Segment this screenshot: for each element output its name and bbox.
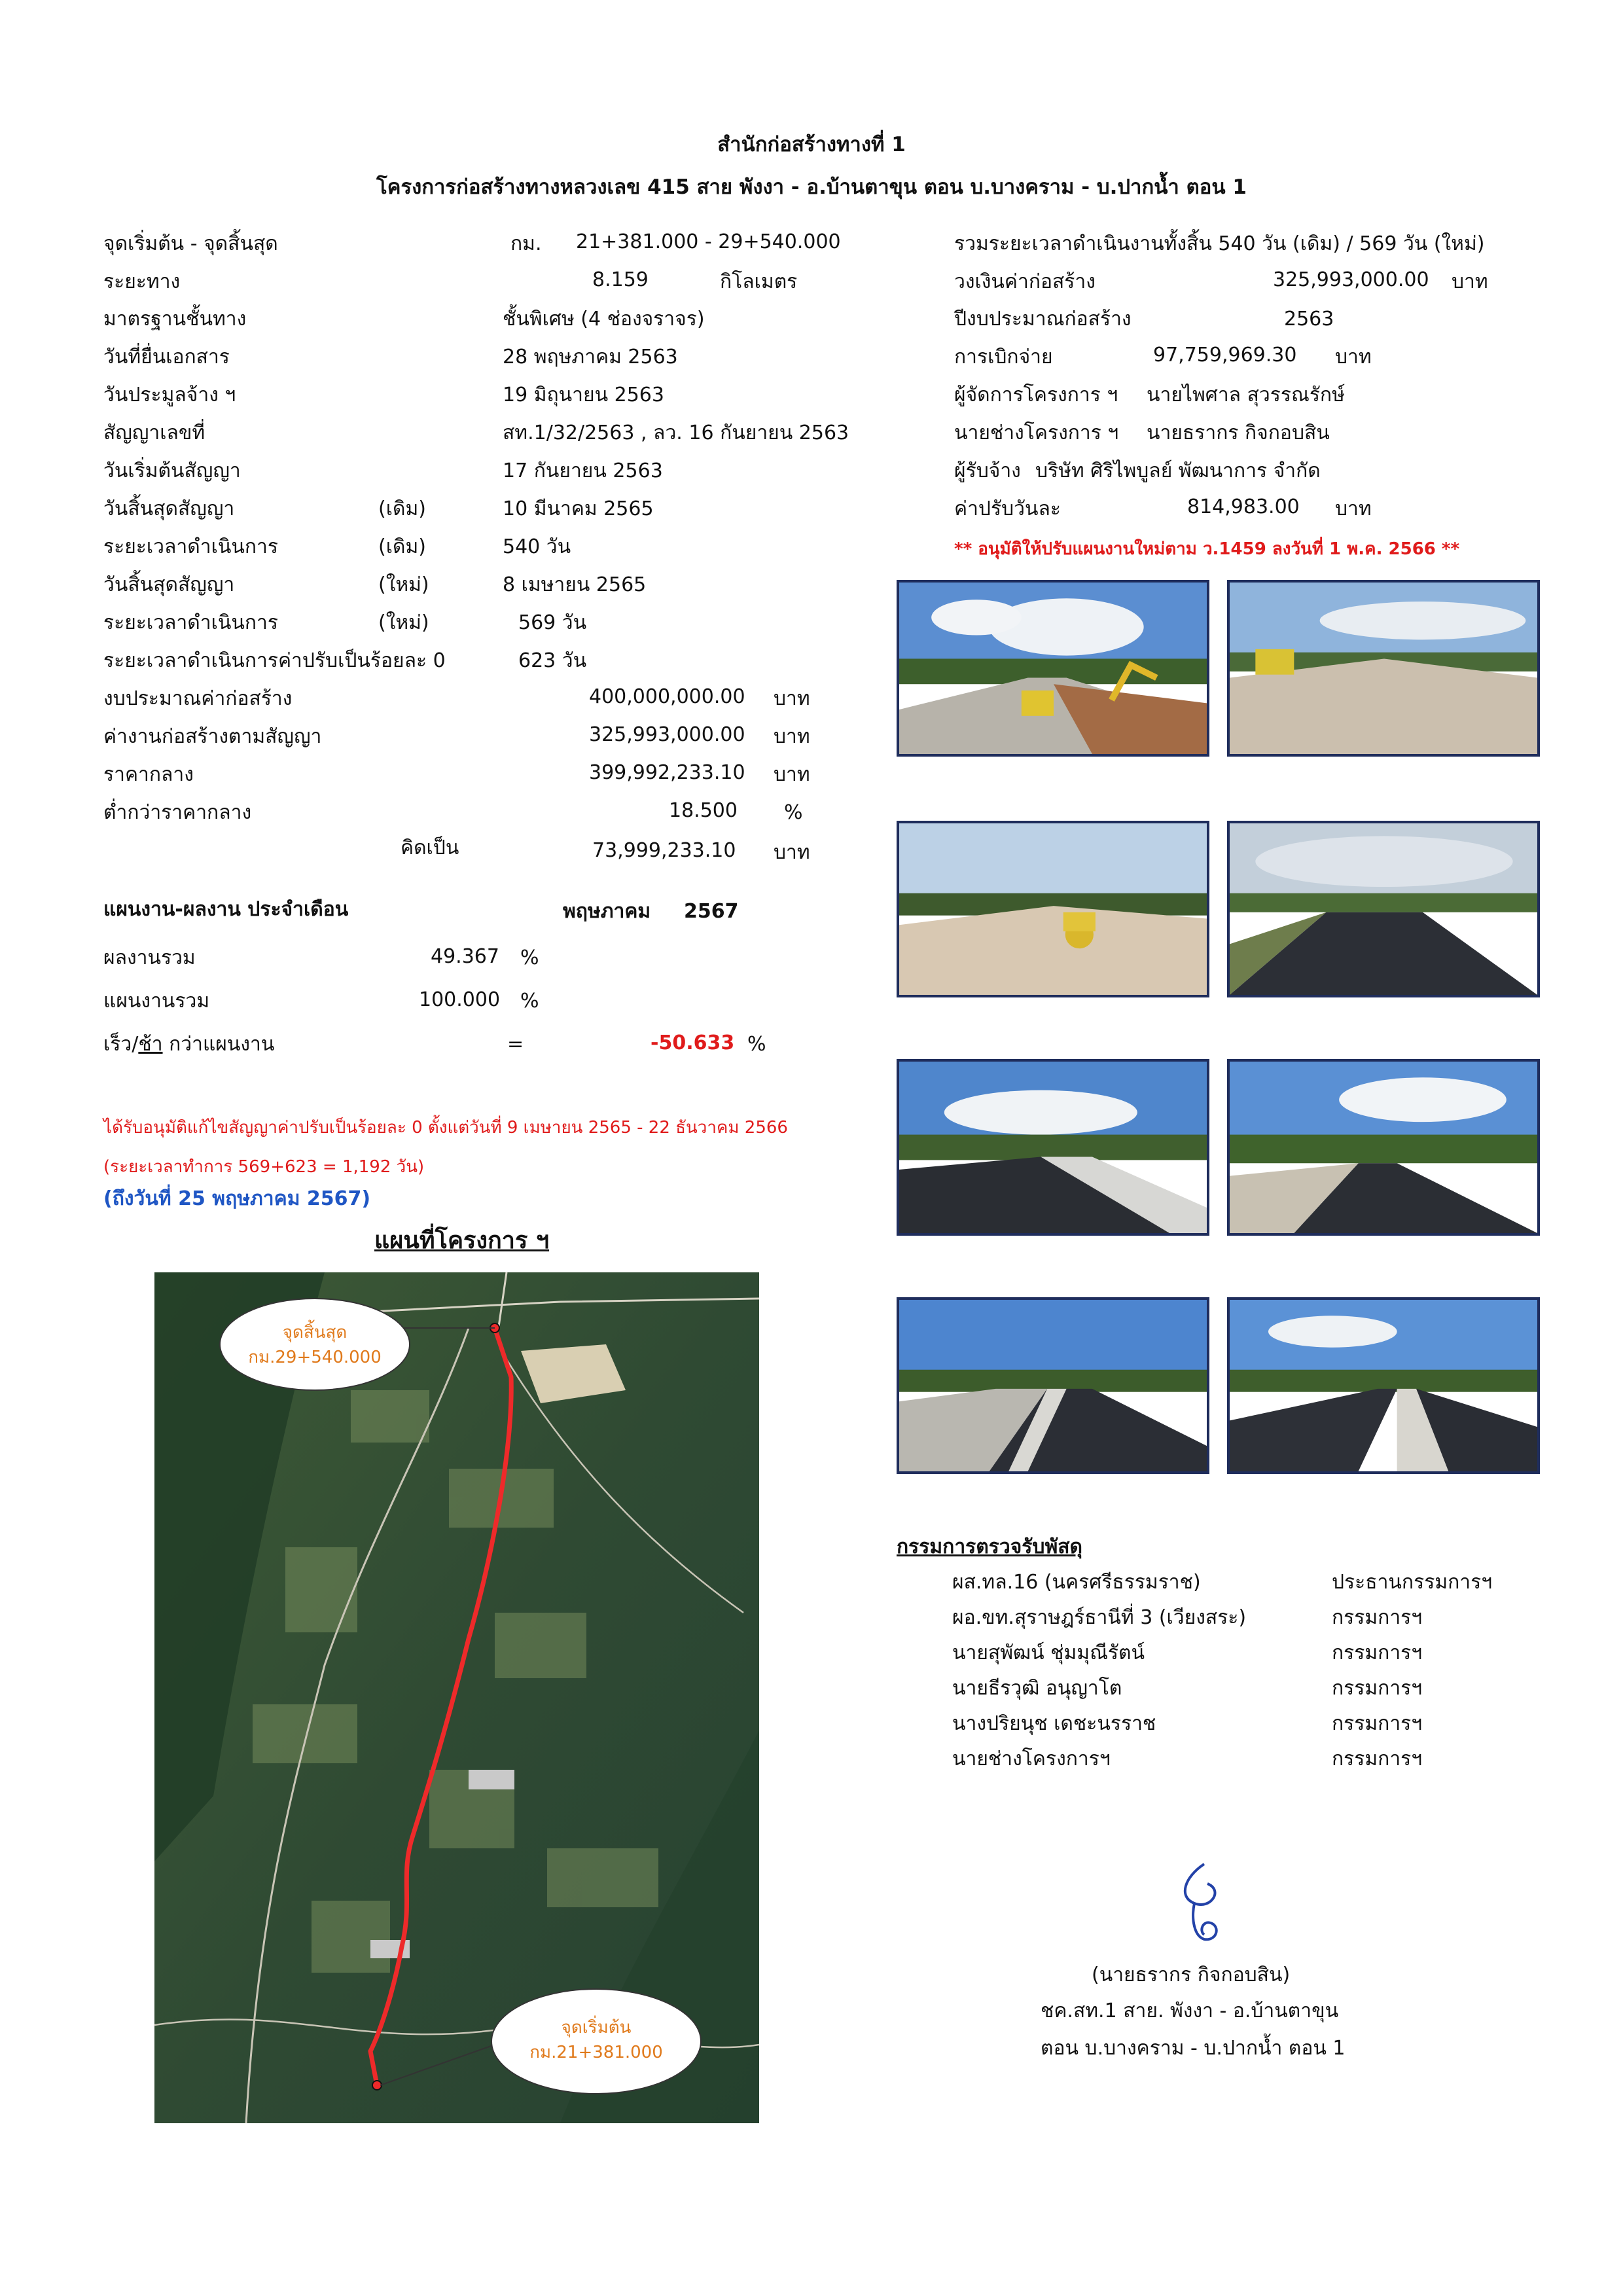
- right-budget-value: 325,993,000.00: [1273, 268, 1429, 291]
- start-point-label: จุดเริ่มต้น: [561, 2018, 632, 2037]
- contractor-label: ผู้รับจ้าง: [954, 459, 1021, 482]
- total-duration: รวมระยะเวลาดำเนินงานทั้งสิ้น 540 วัน (เดิม) / 569 วัน (ใหม่): [954, 232, 1485, 255]
- new-tag: (ใหม่): [378, 573, 429, 596]
- site-photo-4: [1227, 821, 1540, 997]
- committee-heading: กรรมการตรวจรับพัสดุ: [897, 1535, 1083, 1558]
- submit-value: 28 พฤษภาคม 2563: [503, 346, 678, 368]
- start-end-value: 21+381.000 - 29+540.000: [576, 230, 841, 253]
- duration-orig-value: 540 วัน: [503, 535, 571, 558]
- plan-label: แผนงานรวม: [103, 990, 210, 1013]
- diff-equals: =: [507, 1033, 524, 1056]
- plan-value: 100.000: [419, 988, 501, 1011]
- manager-label: ผู้จัดการโครงการ ฯ: [954, 384, 1118, 406]
- committee-member-name: นายสุพัฒน์ ชุ่มมุณีรัตน์: [952, 1641, 1145, 1664]
- approval-note: ได้รับอนุมัติแก้ไขสัญญาค่าปรับเป็นร้อยละ 0 ตั้งแต่วันที่ 9 เมษายน 2565 - 22 ธันวาคม 2566: [103, 1118, 788, 1138]
- duration-zero-value: 623 วัน: [518, 649, 587, 672]
- distance-unit: กิโลเมตร: [720, 270, 798, 293]
- engineer-value: นายธรากร กิจกอบสิน: [1147, 422, 1330, 444]
- duration-new-label: ระยะเวลาดำเนินการ: [103, 611, 278, 634]
- duration-note: (ระยะเวลาทำการ 569+623 = 1,192 วัน): [103, 1157, 425, 1177]
- signer-position: ชค.สท.1 สาย. พังงา - อ.บ้านตาขุน: [1041, 2000, 1339, 2022]
- baht-unit: บาท: [774, 763, 810, 786]
- committee-member-role: กรรมการฯ: [1332, 1641, 1423, 1664]
- duration-zero-label: ระยะเวลาดำเนินการค่าปรับเป็นร้อยละ 0: [103, 649, 446, 672]
- equals-value: 73,999,233.10: [592, 839, 736, 862]
- diff-underlined: ช้า: [138, 1033, 163, 1056]
- contract-start-label: วันเริ่มต้นสัญญา: [103, 459, 241, 482]
- bid-label: วันประมูลจ้าง ฯ: [103, 384, 236, 406]
- committee-member-role: กรรมการฯ: [1332, 1748, 1423, 1770]
- site-photo-3: [897, 821, 1209, 997]
- progress-month: พฤษภาคม: [563, 900, 651, 923]
- fiscal-label: ปีงบประมาณก่อสร้าง: [954, 308, 1132, 331]
- distance-value: 8.159: [592, 268, 649, 291]
- site-photo-7: [897, 1297, 1209, 1474]
- start-end-label: จุดเริ่มต้น - จุดสิ้นสุด: [103, 232, 278, 255]
- committee-member-role: กรรมการฯ: [1332, 1712, 1423, 1735]
- new-tag: (ใหม่): [378, 611, 429, 634]
- contract-end-orig-label: วันสิ้นสุดสัญญา: [103, 497, 235, 520]
- actual-value: 49.367: [431, 945, 499, 968]
- diff-value: -50.633: [651, 1031, 735, 1054]
- end-point-label: จุดสิ้นสุด: [282, 1323, 348, 1342]
- committee-member-name: ผส.ทล.16 (นครศรีธรรมราช): [952, 1571, 1201, 1594]
- baht-unit: บาท: [774, 841, 810, 864]
- progress-heading: แผนงาน-ผลงาน ประจำเดือน: [103, 898, 349, 921]
- baht-unit: บาท: [1452, 270, 1488, 293]
- disbursed-label: การเบิกจ่าย: [954, 346, 1053, 368]
- diff-suffix: กว่าแผนงาน: [162, 1033, 275, 1056]
- contract-end-orig-value: 10 มีนาคม 2565: [503, 497, 654, 520]
- signer-name: (นายธรากร กิจกอบสิน): [1092, 1964, 1291, 1986]
- orig-tag: (เดิม): [378, 497, 426, 520]
- percent-unit: %: [747, 1033, 766, 1056]
- budget-label: งบประมาณค่าก่อสร้าง: [103, 687, 293, 710]
- diff-label: [103, 1033, 274, 1056]
- baht-unit: บาท: [774, 725, 810, 748]
- site-photo-6: [1227, 1059, 1540, 1236]
- percent-unit: %: [784, 801, 803, 824]
- disbursed-value: 97,759,969.30: [1153, 344, 1297, 367]
- submit-label: วันที่ยื่นเอกสาร: [103, 346, 230, 368]
- fine-label: ค่าปรับวันละ: [954, 497, 1061, 520]
- map-title: แผนที่โครงการ ฯ: [374, 1227, 550, 1254]
- satellite-map: [154, 1272, 759, 2123]
- contract-start-value: 17 กันยายน 2563: [503, 459, 663, 482]
- end-point-km: กม.29+540.000: [248, 1348, 382, 1367]
- site-photo-5: [897, 1059, 1209, 1236]
- actual-label: ผลงานรวม: [103, 946, 196, 969]
- plan-approval-note: ** อนุมัติให้ปรับแผนงานใหม่ตาม ว.1459 ลงวันที่ 1 พ.ค. 2566 **: [954, 539, 1460, 559]
- contract-value: สท.1/32/2563 , ลว. 16 กันยายน 2563: [503, 422, 849, 444]
- contract-end-new-value: 8 เมษายน 2565: [503, 573, 647, 596]
- committee-member-name: นายธีรวุฒิ อนุญาโต: [952, 1677, 1122, 1700]
- standard-value: ชั้นพิเศษ (4 ช่องจราจร): [503, 308, 705, 331]
- right-budget-label: วงเงินค่าก่อสร้าง: [954, 270, 1096, 293]
- median-label: ราคากลาง: [103, 763, 194, 786]
- contract-cost-value: 325,993,000.00: [589, 723, 745, 746]
- median-value: 399,992,233.10: [589, 761, 745, 784]
- duration-new-value: 569 วัน: [518, 611, 587, 634]
- percent-unit: %: [520, 946, 539, 969]
- contract-label: สัญญาเลขที่: [103, 422, 205, 444]
- baht-unit: บาท: [1335, 497, 1372, 520]
- km-prefix: กม.: [510, 232, 542, 255]
- engineer-label: นายช่างโครงการ ฯ: [954, 422, 1119, 444]
- equals-label: คิดเป็น: [401, 836, 459, 859]
- site-photo-1: [897, 580, 1209, 757]
- duration-orig-label: ระยะเวลาดำเนินการ: [103, 535, 278, 558]
- fiscal-value: 2563: [1284, 308, 1334, 331]
- committee-member-name: นายช่างโครงการฯ: [952, 1748, 1111, 1770]
- site-photo-8: [1227, 1297, 1540, 1474]
- progress-year: 2567: [684, 900, 739, 923]
- below-label: ต่ำกว่าราคากลาง: [103, 801, 252, 824]
- baht-unit: บาท: [1335, 346, 1372, 368]
- diff-prefix: เร็ว/: [103, 1033, 139, 1056]
- contract-end-new-label: วันสิ้นสุดสัญญา: [103, 573, 235, 596]
- committee-member-name: ผอ.ขท.สุราษฎร์ธานีที่ 3 (เวียงสระ): [952, 1606, 1247, 1629]
- project-title: โครงการก่อสร้างทางหลวงเลข 415 สาย พังงา - อ.บ้านตาขุน ตอน บ.บางคราม - บ.ปากน้ำ ตอน 1: [376, 175, 1247, 199]
- site-photo-2: [1227, 580, 1540, 757]
- signature-mark: [1165, 1857, 1243, 1949]
- baht-unit: บาท: [774, 687, 810, 710]
- contractor-value: บริษัท ศิริไพบูลย์ พัฒนาการ จำกัด: [1035, 459, 1321, 482]
- start-point-km: กม.21+381.000: [529, 2043, 663, 2062]
- fine-value: 814,983.00: [1187, 495, 1300, 518]
- project-map: [154, 1272, 759, 2123]
- contract-cost-label: ค่างานก่อสร้างตามสัญญา: [103, 725, 322, 748]
- committee-member-name: นางปริยนุช เดชะนรราช: [952, 1712, 1156, 1735]
- committee-member-role: ประธานกรรมการฯ: [1332, 1571, 1493, 1594]
- budget-value: 400,000,000.00: [589, 685, 745, 708]
- distance-label: ระยะทาง: [103, 270, 181, 293]
- as-of-note: (ถึงวันที่ 25 พฤษภาคม 2567): [103, 1187, 371, 1210]
- manager-value: นายไพศาล สุวรรณรักษ์: [1147, 384, 1345, 406]
- orig-tag: (เดิม): [378, 535, 426, 558]
- bid-value: 19 มิถุนายน 2563: [503, 384, 664, 406]
- standard-label: มาตรฐานชั้นทาง: [103, 308, 247, 331]
- committee-member-role: กรรมการฯ: [1332, 1677, 1423, 1700]
- committee-member-role: กรรมการฯ: [1332, 1606, 1423, 1629]
- office-title: สำนักก่อสร้างทางที่ 1: [717, 133, 906, 156]
- signer-section: ตอน บ.บางคราม - บ.ปากน้ำ ตอน 1: [1041, 2037, 1346, 2060]
- below-value: 18.500: [669, 799, 738, 822]
- percent-unit: %: [520, 990, 539, 1013]
